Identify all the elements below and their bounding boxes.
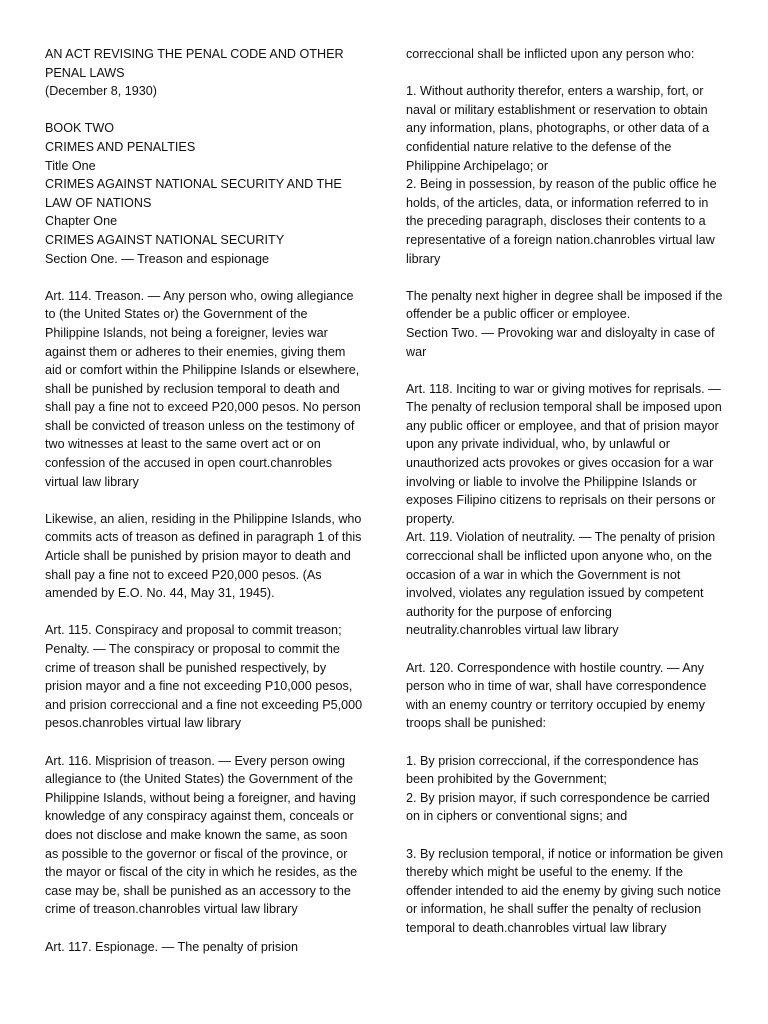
text-paragraph: CRIMES AGAINST NATIONAL SECURITY AND THE LAW OF NATIONS xyxy=(45,177,342,210)
paragraph-spacer xyxy=(406,268,724,287)
text-paragraph: 1. Without authority therefor, enters a warship, fort, or naval or military establishment or reservation to obtain any information, plans, photographs, or other data of a confidential nature relative to the defense of the Philippine Archipelago; or xyxy=(406,84,710,173)
text-paragraph: Art. 120. Correspondence with hostile country. — Any person who in time of war, shall have correspondence with an enemy country or territory occupied by enemy troops shall be punished: xyxy=(406,660,707,731)
paragraph-spacer xyxy=(406,826,724,845)
paragraph-spacer xyxy=(406,361,724,380)
paragraph-spacer xyxy=(45,101,363,120)
text-paragraph: BOOK TWO xyxy=(45,121,115,136)
text-paragraph: AN ACT REVISING THE PENAL CODE AND OTHER PENAL LAWS xyxy=(45,47,344,80)
text-paragraph: The penalty next higher in degree shall be imposed if the offender be a public officer or employee. xyxy=(406,288,723,322)
text-paragraph: Title One xyxy=(45,158,96,173)
paragraph-spacer xyxy=(406,733,724,752)
paragraph-spacer xyxy=(406,640,724,659)
text-paragraph: Art. 115. Conspiracy and proposal to commit treason; Penalty. — The conspiracy or proposal to commit the crime of treason shall be punished respectively, by prision mayor and a fine not exceeding P10,000 pesos, and prision correccional and a fine not exceeding P5,000 pesos.chanrobles virtual law library xyxy=(45,623,363,731)
text-paragraph: Art. 117. Espionage. — The penalty of prision xyxy=(45,939,298,954)
text-paragraph: Chapter One xyxy=(45,214,118,229)
text-paragraph: 2. Being in possession, by reason of the public office he holds, of the articles, data, or information referred to in the preceding paragraph, discloses their contents to a representative of a foreign nation.chanrobles virtual law library xyxy=(406,177,717,266)
text-paragraph: 2. By prision mayor, if such correspondence be carried on in ciphers or conventional signs; and xyxy=(406,790,710,824)
paragraph-spacer xyxy=(45,919,363,938)
paragraph-spacer xyxy=(45,268,363,287)
text-paragraph: Section Two. — Provoking war and disloyalty in case of war xyxy=(406,325,715,359)
text-paragraph: 1. By prision correccional, if the correspondence has been prohibited by the Government; xyxy=(406,753,699,787)
paragraph-spacer xyxy=(45,491,363,510)
paragraph-spacer xyxy=(406,64,724,83)
text-paragraph: 3. By reclusion temporal, if notice or information be given thereby which might be useful to the enemy. If the offender intended to aid the enemy by giving such notice or information, he shall suffer the penalty of reclusion temporal to death.chanrobles virtual law library xyxy=(406,846,724,935)
text-paragraph: Art. 119. Violation of neutrality. — The penalty of prision correccional shall be inflicted upon anyone who, on the occasion of a war in which the Government is not involved, violates any regulation issued by competent authority for the purpose of enforcing neutrality.chanrobles virtual law library xyxy=(406,530,716,638)
text-paragraph: Art. 114. Treason. — Any person who, owing allegiance to (the United States or) the Government of the Philippine Islands, not being a foreigner, levies war against them or adheres to their enemies, giving them aid or comfort within the Philippine Islands or elsewhere, shall be punished by reclusion temporal to death and shall pay a fine not to exceed P20,000 pesos. No person shall be convicted of treason unless on the testimony of two witnesses at least to the same overt act or on confession of the accused in open court.chanrobles virtual law library xyxy=(45,288,361,489)
paragraph-spacer xyxy=(45,603,363,622)
text-paragraph: Art. 118. Inciting to war or giving motives for reprisals. — The penalty of reclusion temporal shall be imposed upon any public officer or employee, and that of prision mayor upon any private individual, who, by unlawful or unauthorized acts provokes or gives occasion for a war involving or liable to involve the Philippine Islands or exposes Filipino citizens to reprisals on their persons or property. xyxy=(406,381,722,526)
paragraph-spacer xyxy=(45,733,363,752)
right-text-column xyxy=(406,45,724,938)
text-paragraph: correccional shall be inflicted upon any person who: xyxy=(406,47,695,61)
text-paragraph: CRIMES AND PENALTIES xyxy=(45,139,196,154)
text-paragraph: CRIMES AGAINST NATIONAL SECURITY xyxy=(45,232,285,247)
text-paragraph: (December 8, 1930) xyxy=(45,84,157,99)
left-text-column xyxy=(45,45,363,956)
text-paragraph: Section One. — Treason and espionage xyxy=(45,251,270,266)
text-paragraph: Art. 116. Misprision of treason. — Every person owing allegiance to (the United States) the Government of the Philippine Islands, without being a foreigner, and having knowledge of any conspiracy against them, conceals or does not disclose and make known the same, as soon as possible to the governor or fiscal of the province, or the mayor or fiscal of the city in which he resides, as the case may be, shall be punished as an accessory to the crime of treason.chanrobles virtual law library xyxy=(45,753,358,917)
text-paragraph: Likewise, an alien, residing in the Philippine Islands, who commits acts of treason as defined in paragraph 1 of this Article shall be punished by prision mayor to death and shall pay a fine not to exceed P20,000 pesos. (As amended by E.O. No. 44, May 31, 1945). xyxy=(45,511,362,601)
